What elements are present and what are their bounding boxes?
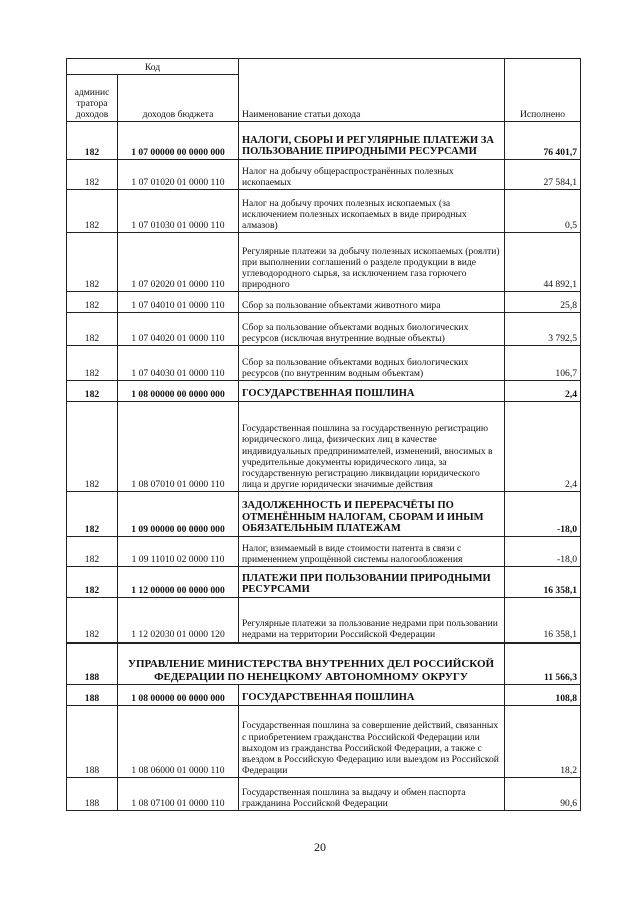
amount-cell: 25,8	[505, 292, 581, 313]
budget-code-cell: 1 12 02030 01 0000 120	[118, 598, 239, 643]
amount-cell: 18,2	[505, 706, 581, 778]
section-row	[67, 643, 581, 685]
budget-code-cell: 1 07 01030 01 0000 110	[118, 190, 239, 233]
amount-cell: 108,8	[505, 685, 581, 706]
budget-code-cell: 1 07 01020 01 0000 110	[118, 160, 239, 190]
item-name-cell: ПЛАТЕЖИ ПРИ ПОЛЬЗОВАНИИ ПРИРОДНЫМИ РЕСУРСАМИ	[239, 567, 505, 598]
amount-cell: 106,7	[505, 346, 581, 381]
table-row	[67, 122, 581, 160]
table-row	[67, 313, 581, 346]
admin-code-cell: 182	[67, 598, 118, 643]
table-row	[67, 598, 581, 643]
admin-code-cell: 182	[67, 402, 118, 492]
item-name-cell: Регулярные платежи за добычу полезных ископаемых (роялти) при выполнении соглашений о разделе продукции в виде углеводородного сырья, за исключением газа горючего природного	[239, 233, 505, 292]
amount-cell: -18,0	[505, 537, 581, 567]
amount-cell: 76 401,7	[505, 122, 581, 160]
table-row	[67, 160, 581, 190]
admin-code-cell: 182	[67, 381, 118, 402]
amount-cell: 11 566,3	[505, 643, 581, 685]
table-row	[67, 190, 581, 233]
item-name-cell: Государственная пошлина за государственную регистрацию юридического лица, физических лиц в качестве индивидуальных предпринимателей, изменений, вносимых в учредительные документы юридического лица, за государственную регистрацию ликвидации юридического лица и другие юридически значимые действия	[239, 402, 505, 492]
admin-code-cell: 182	[67, 292, 118, 313]
table-row	[67, 567, 581, 598]
amount-cell: 2,4	[505, 402, 581, 492]
amount-cell: -18,0	[505, 492, 581, 537]
item-name-cell: Государственная пошлина за совершение действий, связанных с приобретением гражданства Российской Федерации или выходом из гражданства Российской Федерации, а также с въездом в Российскую Федерацию или выездом из Российской Федерации	[239, 706, 505, 778]
amount-cell: 3 792,5	[505, 313, 581, 346]
admin-code-cell: 188	[67, 706, 118, 778]
item-name-cell: Регулярные платежи за пользование недрами при пользовании недрами на территории Российской Федерации	[239, 598, 505, 643]
code-group-header: Код	[67, 59, 239, 75]
table-row	[67, 778, 581, 811]
amount-cell: 90,6	[505, 778, 581, 811]
page-number: 20	[314, 840, 326, 854]
item-name-cell: НАЛОГИ, СБОРЫ И РЕГУЛЯРНЫЕ ПЛАТЕЖИ ЗА ПОЛЬЗОВАНИЕ ПРИРОДНЫМИ РЕСУРСАМИ	[239, 122, 505, 160]
item-name-cell: Сбор за пользование объектами животного мира	[239, 292, 505, 313]
item-name-cell: ЗАДОЛЖЕННОСТЬ И ПЕРЕРАСЧЁТЫ ПО ОТМЕНЁННЫМ НАЛОГАМ, СБОРАМ И ИНЫМ ОБЯЗАТЕЛЬНЫМ ПЛАТЕЖАМ	[239, 492, 505, 537]
item-name-cell: ГОСУДАРСТВЕННАЯ ПОШЛИНА	[239, 685, 505, 706]
amount-cell: 44 892,1	[505, 233, 581, 292]
executed-column-header: Исполнено	[505, 59, 581, 122]
amount-cell: 0,5	[505, 190, 581, 233]
code-column-header: доходов бюджета	[118, 75, 239, 122]
amount-cell: 2,4	[505, 381, 581, 402]
table-row	[67, 402, 581, 492]
item-name-cell: Сбор за пользование объектами водных биологических ресурсов (по внутренним водным объектам)	[239, 346, 505, 381]
item-name-cell: Налог, взимаемый в виде стоимости патента в связи с применением упрощённой системы налогообложения	[239, 537, 505, 567]
item-name-cell: ГОСУДАРСТВЕННАЯ ПОШЛИНА	[239, 381, 505, 402]
admin-code-cell: 182	[67, 346, 118, 381]
item-name-cell: Налог на добычу прочих полезных ископаемых (за исключением полезных ископаемых в виде природных алмазов)	[239, 190, 505, 233]
table-row	[67, 381, 581, 402]
admin-code-cell: 188	[67, 685, 118, 706]
item-name-cell: Сбор за пользование объектами водных биологических ресурсов (исключая внутренние водные объекты)	[239, 313, 505, 346]
item-name-cell: Налог на добычу общераспространённых полезных ископаемых	[239, 160, 505, 190]
budget-code-cell: 1 08 07100 01 0000 110	[118, 778, 239, 811]
amount-cell: 16 358,1	[505, 598, 581, 643]
budget-code-cell: 1 09 00000 00 0000 000	[118, 492, 239, 537]
admin-code-cell: 182	[67, 233, 118, 292]
admin-column-header: админис тратора доходов	[67, 75, 118, 122]
budget-code-cell: 1 07 04020 01 0000 110	[118, 313, 239, 346]
budget-code-cell: 1 08 00000 00 0000 000	[118, 381, 239, 402]
budget-code-cell: 1 08 00000 00 0000 000	[118, 685, 239, 706]
header-row-top	[67, 59, 581, 75]
budget-code-cell: 1 07 04030 01 0000 110	[118, 346, 239, 381]
budget-code-cell: 1 07 02020 01 0000 110	[118, 233, 239, 292]
amount-cell: 16 358,1	[505, 567, 581, 598]
admin-code-cell: 188	[67, 643, 118, 685]
admin-code-cell: 182	[67, 537, 118, 567]
admin-code-cell: 188	[67, 778, 118, 811]
item-name-cell: Государственная пошлина за выдачу и обмен паспорта гражданина Российской Федерации	[239, 778, 505, 811]
admin-code-cell: 182	[67, 313, 118, 346]
admin-code-cell: 182	[67, 160, 118, 190]
budget-code-cell: 1 07 04010 01 0000 110	[118, 292, 239, 313]
admin-code-cell: 182	[67, 122, 118, 160]
amount-cell: 27 584,1	[505, 160, 581, 190]
table-row	[67, 233, 581, 292]
name-column-header: Наименование статьи дохода	[239, 59, 505, 122]
budget-code-cell: 1 07 00000 00 0000 000	[118, 122, 239, 160]
table-row	[67, 537, 581, 567]
admin-code-cell: 182	[67, 492, 118, 537]
budget-code-cell: 1 09 11010 02 0000 110	[118, 537, 239, 567]
table-row	[67, 346, 581, 381]
table-row	[67, 292, 581, 313]
table-row	[67, 685, 581, 706]
budget-code-cell: 1 08 07010 01 0000 110	[118, 402, 239, 492]
table-row	[67, 492, 581, 537]
admin-code-cell: 182	[67, 567, 118, 598]
budget-code-cell: 1 12 00000 00 0000 000	[118, 567, 239, 598]
section-title-cell: УПРАВЛЕНИЕ МИНИСТЕРСТВА ВНУТРЕННИХ ДЕЛ РОССИЙСКОЙ ФЕДЕРАЦИИ ПО НЕНЕЦКОМУ АВТОНОМНОМУ ОКРУГУ	[118, 643, 505, 685]
budget-code-cell: 1 08 06000 01 0000 110	[118, 706, 239, 778]
table-row	[67, 706, 581, 778]
revenue-table	[66, 58, 581, 811]
admin-code-cell: 182	[67, 190, 118, 233]
